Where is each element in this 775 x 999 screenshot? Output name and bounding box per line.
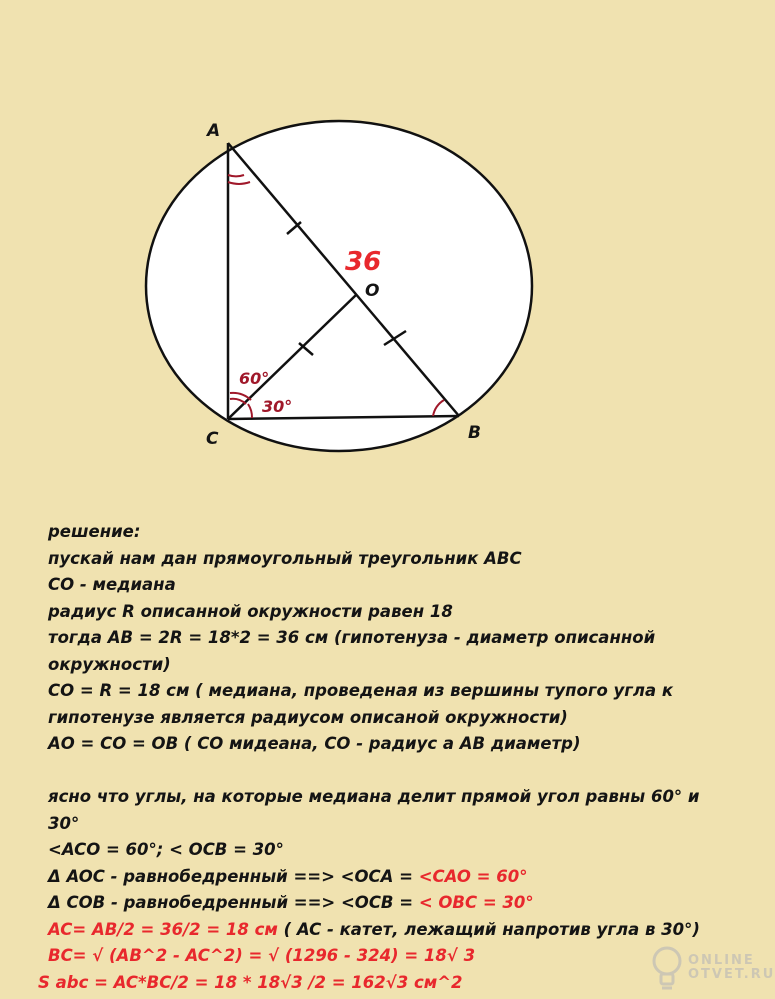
solution-line-1: пускай нам дан прямоугольный треугольник АВС [48,548,522,568]
vertex-label-b: B [468,423,481,443]
aoc-line [48,864,700,891]
angles-line-3: <ACO = 60°; < OCB = 30° [48,840,284,859]
vertex-label-a: A [207,121,221,141]
angle-label-60: 60° [239,369,270,388]
solution-line-8: АО = СО = ОВ ( СО мидеана, СО - радиус а АВ диаметр) [48,734,581,753]
lightbulb-icon [650,944,684,992]
ac-explanation: ( AC - катет, лежащий напротив угла в 30°) [277,919,700,939]
watermark-line-1: ONLINE [688,953,755,968]
cob-result: < OBC = 30° [418,893,534,912]
solution-line-2: СО - медиана [48,575,176,594]
solution-line-4: тогда АВ = 2R = 18*2 = 36 см (гипотенуза - диаметр описанной [48,628,656,647]
triangle-diagram [0,0,765,480]
solution-line-5: окружности) [48,654,171,674]
ac-formula: AC= AB/2 = 36/2 = 18 см [48,919,278,939]
ac-line [48,917,700,944]
area-line: S abc = AC*BC/2 = 18 * 18√3 /2 = 162√3 см^2 [38,972,463,992]
solution-heading: решение: [48,522,141,541]
watermark-text [688,954,775,982]
vertex-label-c: C [206,429,219,449]
solution-line-6: СО = R = 18 см ( медиана, проведеная из вершины тупого угла к [48,681,674,700]
angles-line-2: 30° [48,813,80,833]
watermark-line-2: OTVET.RU [688,967,775,982]
bc-line: BC= √ (AB^2 - AC^2) = √ (1296 - 324) = 18√ 3 [48,946,476,965]
angles-line-1: ясно что углы, на которые медиана делит прямой угол равны 60° и [48,787,700,806]
blank-line [48,758,700,785]
circumcircle [146,121,532,451]
cob-line [48,890,700,917]
hypotenuse-length-label: 36 [345,247,382,277]
solution-text [38,519,700,996]
aoc-text: Δ AOC - равнобедренный ==> <OCA = [48,866,419,886]
aoc-result: <CAO = 60° [418,866,528,886]
watermark [650,944,775,992]
solution-line-7: гипотенузе является радиусом описаной окружности) [48,707,568,727]
cob-text: Δ COB - равнобедренный ==> <OCB = [48,893,419,912]
angle-label-30: 30° [262,397,293,416]
vertex-label-o: O [365,281,380,301]
solution-line-3: радиус R описанной окружности равен 18 [48,601,453,621]
